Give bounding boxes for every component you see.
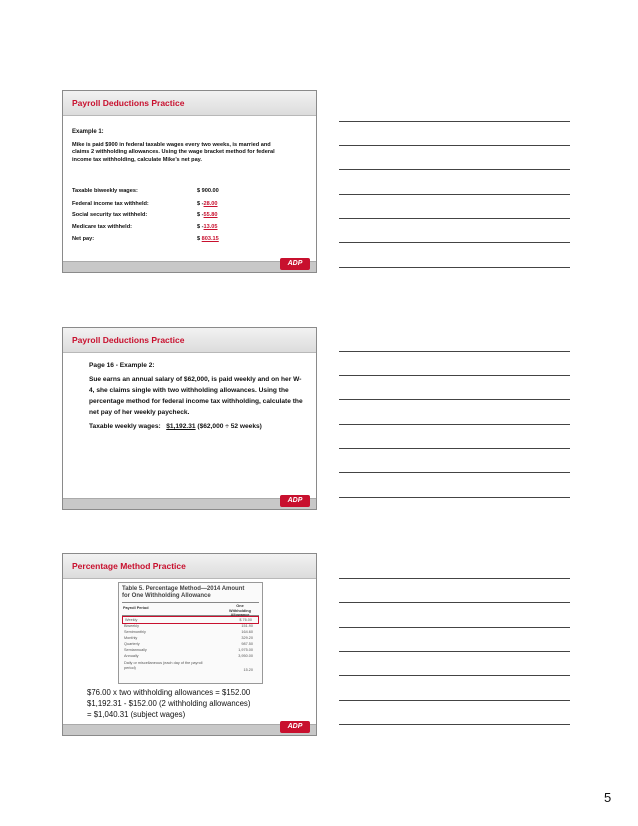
slide-title: Payroll Deductions Practice bbox=[72, 98, 185, 108]
table-row bbox=[122, 660, 259, 672]
row-value: 28.00 bbox=[203, 201, 218, 207]
row-amount: 164.60 bbox=[241, 630, 253, 634]
slide-title: Percentage Method Practice bbox=[72, 561, 186, 571]
table-header bbox=[122, 602, 259, 616]
row-taxable-wages bbox=[72, 188, 312, 196]
row-period: Semiannually bbox=[124, 648, 147, 652]
example-heading: Page 16 - Example 2: bbox=[89, 362, 155, 369]
slide-footer bbox=[63, 261, 316, 272]
row-prefix: $ bbox=[197, 236, 202, 242]
calc-line: $1,192.31 - $152.00 (2 withholding allowances) bbox=[87, 699, 251, 708]
row-period: Quarterly bbox=[124, 642, 140, 646]
row-period: Semimonthly bbox=[124, 630, 146, 634]
row-period: Annually bbox=[124, 654, 139, 658]
adp-logo: ADP bbox=[280, 258, 310, 270]
slide-footer bbox=[63, 498, 316, 509]
slide-body bbox=[89, 360, 304, 435]
row-amount: 987.50 bbox=[241, 642, 253, 646]
row-social-security bbox=[72, 212, 312, 220]
row-amount: 15.20 bbox=[243, 668, 253, 672]
row-value-wrap bbox=[197, 188, 219, 194]
note-line bbox=[339, 194, 570, 195]
row-value-wrap bbox=[197, 212, 218, 218]
withholding-allowance-table bbox=[118, 582, 263, 684]
wages-line bbox=[89, 421, 304, 432]
row-label: Medicare tax withheld: bbox=[72, 224, 132, 230]
row-label: Federal income tax withheld: bbox=[72, 201, 149, 207]
row-period: Weekly bbox=[125, 618, 138, 622]
note-line bbox=[339, 724, 570, 725]
row-amount: $ 76.00 bbox=[239, 618, 252, 622]
table-title-line: Table 5. Percentage Method—2014 Amount bbox=[122, 586, 245, 592]
example-description: Mike is paid $900 in federal taxable wages every two weeks, is married and claims 2 withholding allowances. Using the wage bracket method for federal income tax withholding, calculate Mike’s net pay. bbox=[72, 142, 275, 163]
col-period: Payroll Period bbox=[123, 606, 149, 610]
row-prefix: $ - bbox=[197, 224, 204, 230]
note-line bbox=[339, 169, 570, 170]
row-period: Biweekly bbox=[124, 624, 139, 628]
row-label: Taxable biweekly wages: bbox=[72, 188, 138, 194]
slide-title: Payroll Deductions Practice bbox=[72, 335, 185, 345]
slide-title-bar bbox=[63, 91, 316, 116]
row-medicare bbox=[72, 224, 312, 232]
note-line bbox=[339, 375, 570, 376]
note-line bbox=[339, 121, 570, 122]
row-label: Net pay: bbox=[72, 236, 95, 242]
note-line bbox=[339, 578, 570, 579]
adp-logo: ADP bbox=[280, 721, 310, 733]
row-amount: 151.90 bbox=[241, 624, 253, 628]
row-amount: 3,950.00 bbox=[238, 654, 253, 658]
note-line bbox=[339, 472, 570, 473]
note-line bbox=[339, 602, 570, 603]
row-period: Daily or miscellaneous (each day of the payroll period) bbox=[124, 661, 203, 670]
page-number: 5 bbox=[604, 790, 612, 805]
wages-note: ($62,000 ÷ 52 weeks) bbox=[197, 423, 262, 430]
table-title-line: for One Withholding Allowance bbox=[122, 593, 211, 599]
calculation-text bbox=[87, 687, 307, 720]
wages-value: $1,192.31 bbox=[166, 423, 196, 430]
row-prefix: $ bbox=[197, 188, 202, 194]
note-line bbox=[339, 145, 570, 146]
note-line bbox=[339, 675, 570, 676]
wages-label: Taxable weekly wages: bbox=[89, 423, 161, 430]
row-value-wrap bbox=[197, 236, 219, 242]
table-title bbox=[122, 586, 244, 600]
row-label: Social security tax withheld: bbox=[72, 212, 148, 218]
calc-line: $76.00 x two withholding allowances = $152.00 bbox=[87, 688, 251, 697]
row-value: 13.05 bbox=[203, 224, 218, 230]
row-prefix: $ - bbox=[197, 201, 204, 207]
slide-payroll-deductions-1 bbox=[62, 90, 317, 273]
calc-line: = $1,040.31 (subject wages) bbox=[87, 710, 186, 719]
row-federal-tax bbox=[72, 201, 312, 209]
slide-title-bar bbox=[63, 554, 316, 579]
row-value-wrap bbox=[197, 201, 218, 207]
adp-logo: ADP bbox=[280, 495, 310, 507]
slide-footer bbox=[63, 724, 316, 735]
row-net-pay bbox=[72, 236, 312, 244]
example-title: Example 1: bbox=[72, 129, 104, 135]
col-amount: One Withholding Allowance bbox=[229, 604, 251, 618]
note-line bbox=[339, 351, 570, 352]
note-line bbox=[339, 218, 570, 219]
row-value: 900.00 bbox=[201, 188, 219, 194]
slide-percentage-method bbox=[62, 553, 317, 736]
note-line bbox=[339, 424, 570, 425]
row-period: Monthly bbox=[124, 636, 138, 640]
row-amount: 329.20 bbox=[241, 636, 253, 640]
row-value: 803.15 bbox=[201, 236, 219, 242]
row-value-wrap bbox=[197, 224, 218, 230]
note-line bbox=[339, 448, 570, 449]
note-line bbox=[339, 399, 570, 400]
slide-title-bar bbox=[63, 328, 316, 353]
example-text: Sue earns an annual salary of $62,000, is paid weekly and on her W-4, she claims single with two withholding allowances. Using the percentage method for federal income tax withholding, calculate the net pay of her weekly paycheck. bbox=[89, 376, 303, 416]
table-row bbox=[122, 653, 259, 659]
note-line bbox=[339, 700, 570, 701]
row-value: 55.80 bbox=[203, 212, 218, 218]
note-line bbox=[339, 242, 570, 243]
note-line bbox=[339, 497, 570, 498]
note-line bbox=[339, 651, 570, 652]
note-line bbox=[339, 627, 570, 628]
slide-payroll-deductions-2 bbox=[62, 327, 317, 510]
note-line bbox=[339, 267, 570, 268]
row-amount: 1,975.00 bbox=[238, 648, 253, 652]
row-prefix: $ - bbox=[197, 212, 204, 218]
